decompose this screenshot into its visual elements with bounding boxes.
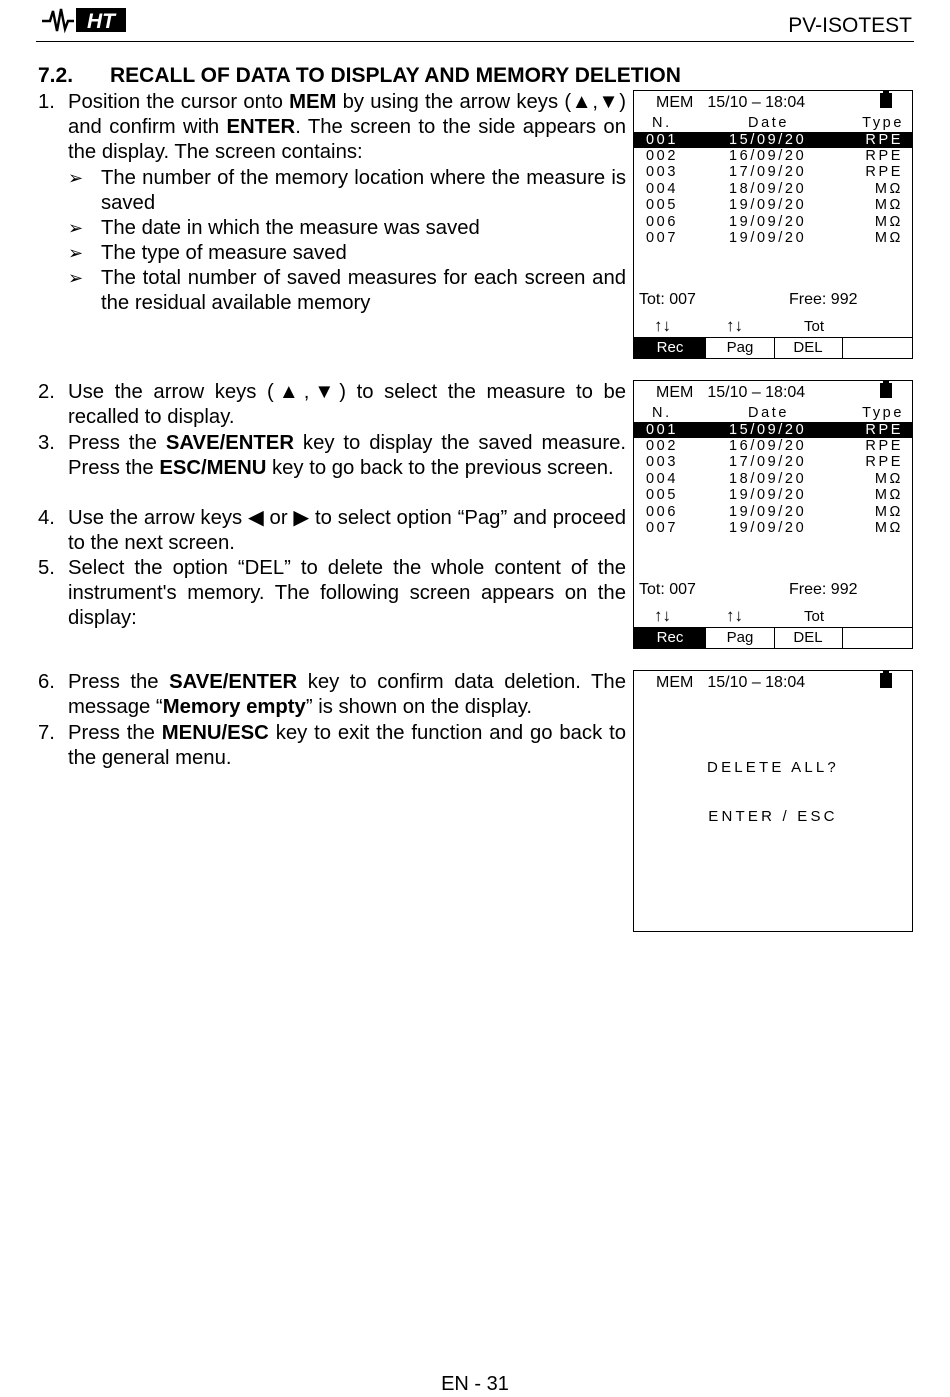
- record-date: 17/09/20: [729, 164, 807, 181]
- step-number: 4.: [38, 507, 55, 529]
- message-memory-empty: Memory empty: [162, 696, 306, 719]
- mem-label: MEM: [656, 94, 694, 111]
- screen-datetime: 15/10 – 18:04: [707, 384, 806, 401]
- mem-label: MEM: [656, 674, 694, 691]
- step-text: key to exit the function and go back to the general menu.: [68, 722, 626, 770]
- key-menu-esc: MENU/ESC: [161, 722, 269, 744]
- mem-label: MEM: [656, 384, 694, 401]
- step-text: key to go back to the previous screen.: [266, 457, 614, 480]
- record-type: RPE: [865, 437, 903, 454]
- tot-label: Tot: [804, 608, 825, 625]
- record-row[interactable]: [634, 471, 912, 487]
- key-esc-menu: ESC/MENU: [159, 457, 267, 480]
- bullet-arrow-icon: ➢: [68, 268, 84, 288]
- record-number: 003: [646, 454, 678, 471]
- key-save-enter: SAVE/ENTER: [165, 432, 294, 454]
- record-number: 004: [646, 470, 678, 487]
- step-number: 5.: [38, 557, 55, 579]
- step-text: Press the: [68, 671, 170, 693]
- record-type: MΩ: [874, 197, 903, 214]
- step-4: [38, 506, 626, 556]
- bullet-item: [68, 166, 626, 216]
- record-date: 19/09/20: [729, 487, 807, 504]
- screen-datetime: 15/10 – 18:04: [707, 94, 806, 111]
- delete-confirm-screen: [633, 670, 913, 932]
- delete-all-prompt: DELETE ALL?: [707, 759, 839, 776]
- record-row[interactable]: [634, 487, 912, 503]
- bullet-arrow-icon: ➢: [68, 168, 84, 188]
- step-text: Use the arrow keys (▲,▼) to select the measure to be recalled to display.: [68, 381, 626, 429]
- softkey-bar: [634, 627, 912, 648]
- record-date: 19/09/20: [729, 503, 807, 520]
- bullet-item: [68, 216, 626, 241]
- record-date: 18/09/20: [729, 180, 807, 197]
- record-date: 19/09/20: [729, 197, 807, 214]
- softkey-pag[interactable]: Pag: [706, 338, 775, 358]
- record-row[interactable]: [634, 520, 912, 536]
- total-count: Tot: 007: [639, 581, 696, 598]
- updown-arrows-icon: ↑↓: [726, 606, 743, 625]
- screen-datetime: 15/10 – 18:04: [707, 674, 806, 691]
- record-number: 002: [646, 147, 678, 164]
- updown-arrows-icon: ↑↓: [726, 316, 743, 335]
- step-number: 3.: [38, 432, 55, 454]
- softkey-bar: [634, 337, 912, 358]
- updown-arrows-icon: ↑↓: [654, 316, 671, 335]
- record-number: 006: [646, 503, 678, 520]
- record-type: MΩ: [874, 229, 903, 246]
- record-date: 16/09/20: [729, 147, 807, 164]
- step-number: 2.: [38, 381, 55, 403]
- logo-text: HT: [87, 10, 115, 33]
- product-name: PV-ISOTEST: [788, 14, 912, 37]
- column-n: N.: [652, 115, 672, 131]
- step-number: 1.: [38, 91, 55, 113]
- record-number: 004: [646, 180, 678, 197]
- record-type: MΩ: [874, 213, 903, 230]
- battery-icon: [880, 673, 892, 688]
- bullet-text: The number of the memory location where the measure is saved: [101, 167, 626, 215]
- record-type: RPE: [865, 131, 903, 148]
- section-heading: [38, 64, 681, 88]
- memory-list-screen-1: [633, 90, 913, 359]
- record-number: 007: [646, 519, 678, 536]
- tot-label: Tot: [804, 318, 825, 335]
- record-row[interactable]: [634, 148, 912, 164]
- bullet-item: [68, 266, 626, 316]
- key-enter: ENTER: [226, 116, 296, 139]
- page-number: EN - 31: [441, 1373, 509, 1395]
- header-rule: [36, 41, 914, 42]
- column-date: Date: [748, 405, 790, 421]
- bullet-item: [68, 241, 626, 266]
- record-type: MΩ: [874, 503, 903, 520]
- bullet-text: The date in which the measure was saved: [101, 217, 480, 239]
- memory-list-screen-2: [633, 380, 913, 649]
- record-type: MΩ: [874, 519, 903, 536]
- step-text: key to display the saved measure. Press the: [68, 432, 626, 480]
- step-text: key to confirm data deletion. The message “: [68, 671, 626, 719]
- ht-logo: [40, 5, 130, 35]
- screen-header: [656, 674, 805, 692]
- record-row[interactable]: [634, 164, 912, 180]
- battery-icon: [880, 383, 892, 398]
- step-3: [38, 431, 626, 481]
- record-row[interactable]: [634, 438, 912, 454]
- step-5: [38, 556, 626, 632]
- record-type: RPE: [865, 421, 903, 438]
- step-text: . The screen to the side appears on the display. The screen contains:: [68, 116, 626, 164]
- record-row[interactable]: [634, 214, 912, 230]
- record-number: 006: [646, 213, 678, 230]
- record-number: 001: [646, 421, 678, 438]
- record-date: 17/09/20: [729, 454, 807, 471]
- record-date: 19/09/20: [729, 229, 807, 246]
- column-n: N.: [652, 405, 672, 421]
- free-memory: Free: 992: [789, 291, 858, 308]
- step-text: ” is shown on the display.: [305, 696, 533, 719]
- record-type: RPE: [865, 454, 903, 471]
- softkey-rec[interactable]: Rec: [634, 338, 706, 358]
- softkey-rec[interactable]: Rec: [634, 628, 706, 648]
- step-2: [38, 380, 626, 430]
- bullet-text: The total number of saved measures for each screen and the residual available memory: [101, 267, 626, 315]
- updown-arrows-icon: ↑↓: [654, 606, 671, 625]
- section-number: 7.2.: [38, 64, 74, 87]
- step-text: Use the arrow keys ◀ or ▶ to select option “Pag” and proceed to the next screen.: [68, 507, 626, 555]
- step-number: 6.: [38, 671, 55, 693]
- step-text: Select the option “DEL” to delete the whole content of the instrument's memory. The following screen appears on the display:: [68, 557, 626, 630]
- battery-icon: [880, 93, 892, 108]
- record-row[interactable]: [634, 504, 912, 520]
- record-date: 19/09/20: [729, 213, 807, 230]
- record-date: 19/09/20: [729, 519, 807, 536]
- record-date: 16/09/20: [729, 437, 807, 454]
- record-row[interactable]: [634, 422, 912, 438]
- column-type: Type: [862, 405, 904, 421]
- step-text: Press the: [68, 432, 166, 454]
- softkey-pag[interactable]: Pag: [706, 628, 775, 648]
- record-number: 007: [646, 229, 678, 246]
- record-number: 002: [646, 437, 678, 454]
- record-date: 15/09/20: [729, 131, 807, 148]
- record-number: 001: [646, 131, 678, 148]
- step-1: [38, 90, 626, 166]
- free-memory: Free: 992: [789, 581, 858, 598]
- record-type: MΩ: [874, 487, 903, 504]
- record-row[interactable]: [634, 230, 912, 246]
- record-number: 003: [646, 164, 678, 181]
- enter-esc-hint: ENTER / ESC: [708, 808, 838, 825]
- column-date: Date: [748, 115, 790, 131]
- bullet-text: The type of measure saved: [101, 242, 347, 264]
- step-number: 7.: [38, 722, 55, 744]
- step-text: Press the: [68, 722, 162, 744]
- record-row[interactable]: [634, 454, 912, 470]
- bullet-arrow-icon: ➢: [68, 243, 84, 263]
- record-row[interactable]: [634, 197, 912, 213]
- record-date: 15/09/20: [729, 421, 807, 438]
- record-row[interactable]: [634, 181, 912, 197]
- step-text: Position the cursor onto: [68, 91, 290, 113]
- key-mem: MEM: [289, 91, 337, 113]
- record-date: 18/09/20: [729, 470, 807, 487]
- record-type: MΩ: [874, 180, 903, 197]
- key-save-enter: SAVE/ENTER: [169, 671, 298, 693]
- step-7: [38, 721, 626, 771]
- record-row[interactable]: [634, 132, 912, 148]
- step-text: by using the arrow keys (▲,▼) and confirm with: [68, 91, 626, 139]
- record-type: RPE: [865, 164, 903, 181]
- softkey-del[interactable]: DEL: [774, 338, 843, 358]
- column-header: [634, 115, 912, 131]
- record-type: RPE: [865, 147, 903, 164]
- step-6: [38, 670, 626, 720]
- total-count: Tot: 007: [639, 291, 696, 308]
- softkey-del[interactable]: DEL: [774, 628, 843, 648]
- record-type: MΩ: [874, 470, 903, 487]
- screen-header: [656, 384, 805, 402]
- column-type: Type: [862, 115, 904, 131]
- bullet-arrow-icon: ➢: [68, 218, 84, 238]
- screen-header: [656, 94, 805, 112]
- column-header: [634, 405, 912, 421]
- section-title: RECALL OF DATA TO DISPLAY AND MEMORY DELETION: [110, 64, 681, 87]
- record-number: 005: [646, 197, 678, 214]
- record-number: 005: [646, 487, 678, 504]
